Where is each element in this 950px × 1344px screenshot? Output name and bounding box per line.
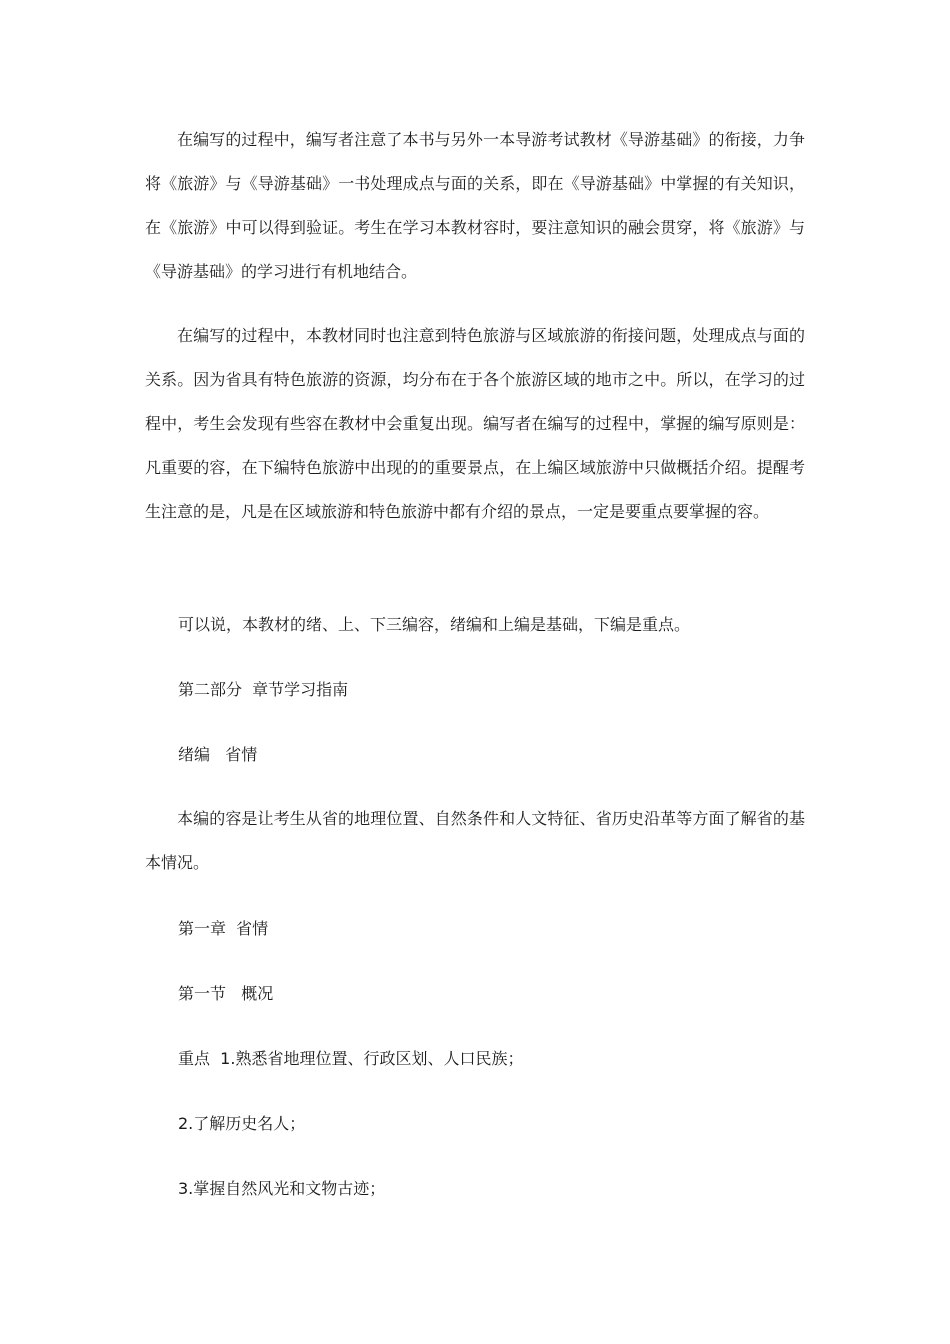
paragraph-textbook-connection: 在编写的过程中，编写者注意了本书与另外一本导游考试教材《导游基础》的衔接，力争将《旅游》与《导游基础》一书处理成点与面的关系，即在《导游基础》中掌握的有关知识，在《旅游》中可以得到验证。考生在学习本教材容时，要注意知识的融会贯穿，将《旅游》与《导游基础》的学习进行有机地结合。 — [145, 130, 805, 281]
paragraph-intro-content: 本编的容是让考生从省的地理位置、自然条件和人文特征、省历史沿革等方面了解省的基本情况。 — [145, 809, 805, 872]
key-point-2: 2.了解历史名人； — [178, 1114, 306, 1133]
key-point-3: 3.掌握自然风光和文物古迹； — [178, 1179, 386, 1198]
paragraph-summary: 可以说，本教材的绪、上、下三编容，绪编和上编是基础，下编是重点。 — [178, 615, 691, 634]
section-heading-overview: 第一节 概况 — [178, 984, 274, 1003]
chapter-heading: 第一章 省情 — [178, 919, 269, 938]
section-heading-part-two: 第二部分 章节学习指南 — [178, 680, 349, 699]
section-heading-intro: 绪编 省情 — [178, 745, 258, 764]
paragraph-regional-special-tourism: 在编写的过程中，本教材同时也注意到特色旅游与区域旅游的衔接问题，处理成点与面的关系。因为省具有特色旅游的资源，均分布在于各个旅游区域的地市之中。所以，在学习的过程中，考生会发现有些容在教材中会重复出现。编写者在编写的过程中，掌握的编写原则是：凡重要的容，在下编特色旅游中出现的的重要景点，在上编区域旅游中只做概括介绍。提醒考生注意的是，凡是在区域旅游和特色旅游中都有介绍的景点，一定是要重点要掌握的容。 — [145, 326, 805, 521]
key-point-1: 重点 1.熟悉省地理位置、行政区划、人口民族； — [178, 1049, 524, 1068]
